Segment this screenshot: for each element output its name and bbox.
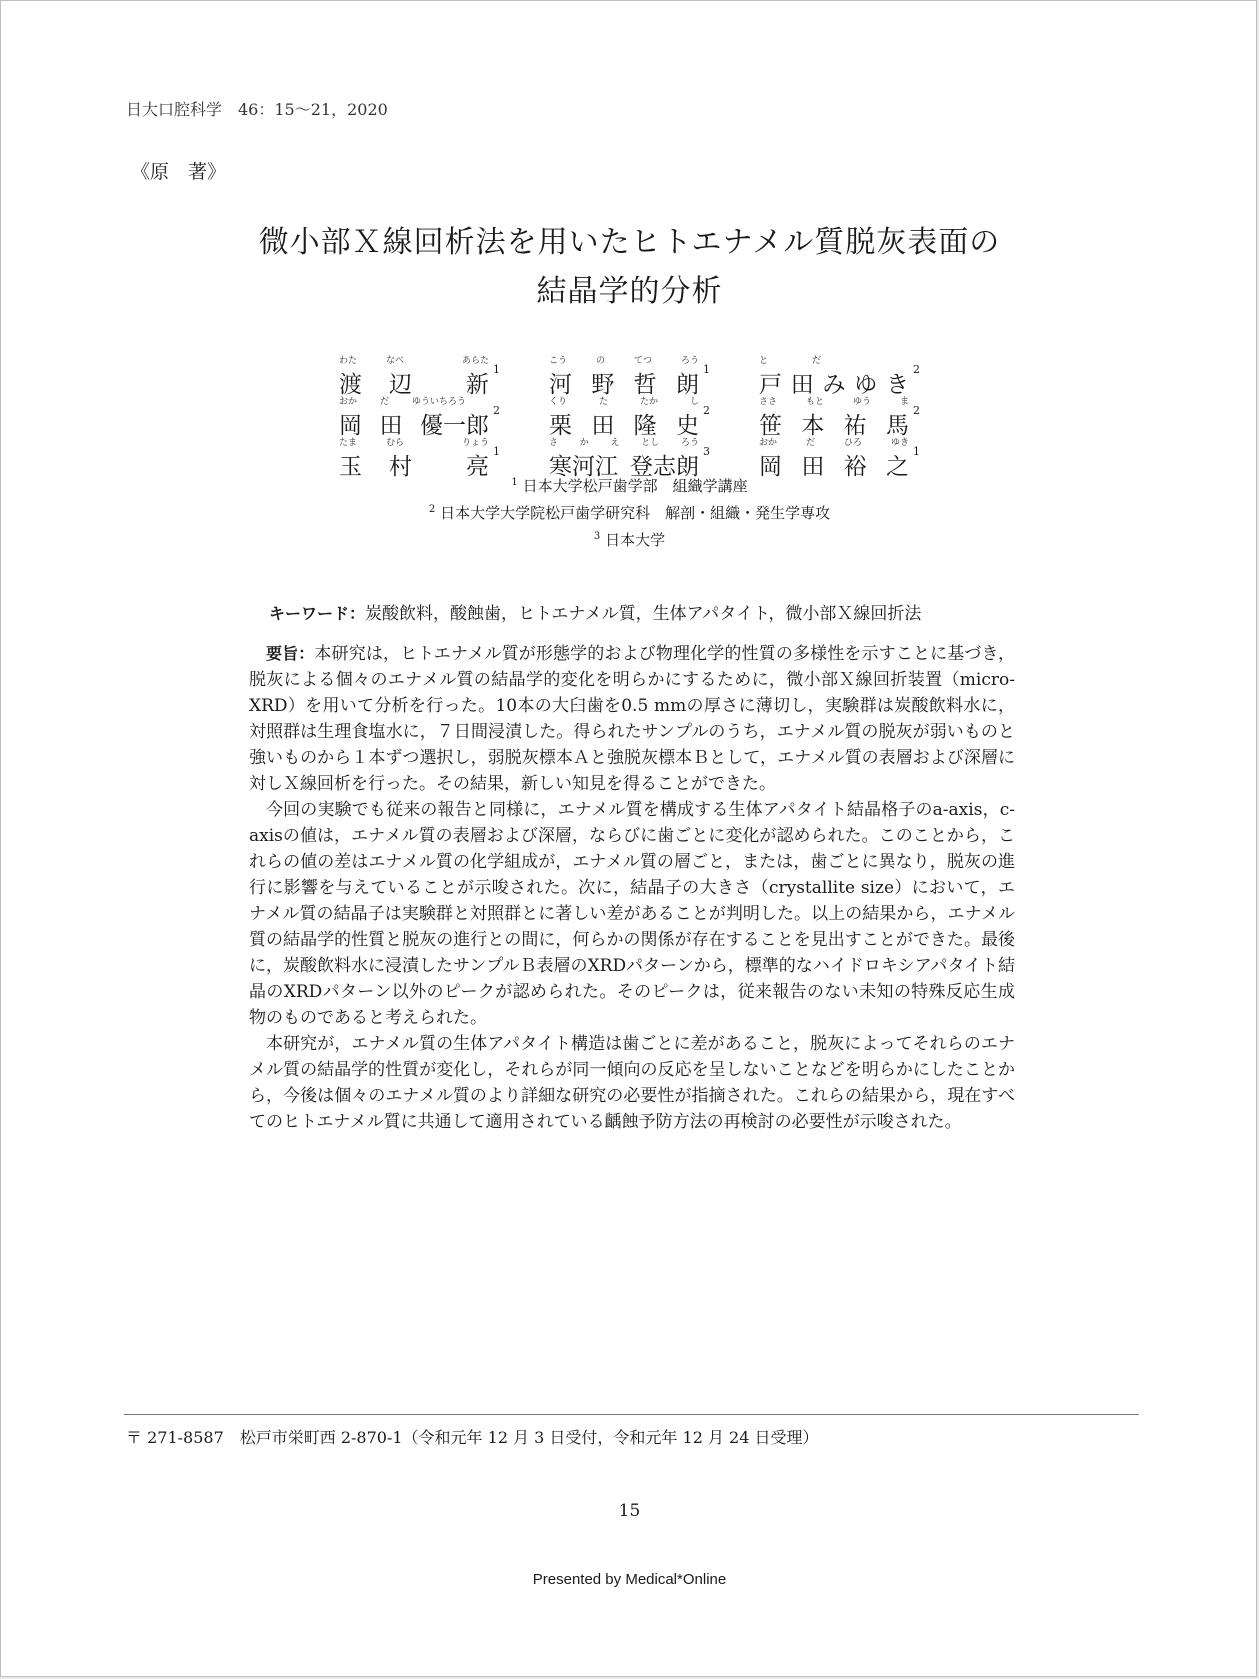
article-category: 《原 著》	[131, 161, 227, 183]
footer-rule	[124, 1414, 1139, 1415]
author	[759, 394, 927, 438]
keywords-text: 炭酸飲料，酸蝕歯，ヒトエナメル質，生体アパタイト，微小部Ｘ線回折法	[365, 604, 922, 624]
abstract	[249, 641, 1015, 1135]
journal-citation: 日大口腔科学 46：15～21，2020	[126, 100, 388, 119]
author-name: 岡 田 裕 之	[759, 454, 909, 480]
author-name: 笹 本 祐 馬	[759, 413, 909, 439]
affiliation-3: $^3$ 日本大学	[593, 531, 666, 549]
author	[339, 353, 507, 397]
author-name: 戸 田 み ゆ き	[759, 372, 909, 398]
author-affiliation-number: 3	[703, 445, 710, 458]
author-ruby: くり た たか し	[549, 397, 699, 407]
author-name: 栗 田 隆 史	[549, 413, 699, 439]
keywords-label: キーワード：	[269, 604, 366, 623]
author-name: 岡 田 優一郎	[339, 413, 489, 439]
keywords	[269, 599, 921, 624]
author	[549, 394, 717, 438]
abstract-label: 要旨：	[266, 644, 315, 663]
author-affiliation-number: 1	[703, 363, 710, 376]
author	[339, 435, 507, 479]
author-affiliation-number: 2	[913, 404, 920, 417]
author-ruby: おか だ ゆういちろう	[339, 397, 467, 407]
author-ruby: おか だ ひろ ゆき	[759, 438, 909, 448]
author-name: 寒河江 登志朗	[549, 454, 699, 480]
author-name: 河 野 哲 朗	[549, 372, 699, 398]
abstract-paragraph-3: 本研究が，エナメル質の生体アパタイト構造は歯ごとに差があること，脱灰によってそれらのエナメル質の結晶学的性質が変化し，それらが同一傾向の反応を呈しないことなどを明らかにしたことから，今後は個々のエナメル質のより詳細な研究の必要性が指摘された。これらの結果から，現在すべてのヒトエナメル質に共通して適用されている齲蝕予防方法の再検討の必要性が示唆された。	[249, 1034, 1015, 1132]
author-affiliation-number: 1	[913, 445, 920, 458]
abstract-paragraph-2: 今回の実験でも従来の報告と同様に，エナメル質を構成する生体アパタイト結晶格子のa-axis，c-axisの値は，エナメル質の表層および深層，ならびに歯ごとに変化が認められた。このことから，これらの値の差はエナメル質の化学組成が，エナメル質の層ごと，または，歯ごとに異なり，脱灰の進行に影響を与えていることが示唆された。次に，結晶子の大きさ（crystallite size）において，エナメル質の結晶子は実験群と対照群とに著しい差があることが判明した。以上の結果から，エナメル質の結晶学的性質と脱灰の進行との間に，何らかの関係が存在することを見出すことができた。最後に，炭酸飲料水に浸漬したサンプルＢ表層のXRDパターンから，標準的なハイドロキシアパタイト結晶のXRDパターン以外のピークが認められた。そのピークは，従来報告のない未知の特殊反応生成物のものであると考えられた。	[249, 800, 1015, 1028]
author	[339, 394, 507, 438]
abstract-paragraph-1: 要旨：本研究は，ヒトエナメル質が形態学的および物理化学的性質の多様性を示すことに基づき，脱灰による個々のエナメル質の結晶学的変化を明らかにするために，微小部Ｘ線回折装置（micro-XRD）を用いて分析を行った。10本の大臼歯を0.5 mmの厚さに薄切し，実験群は炭酸飲料水に，対照群は生理食塩水に，７日間浸漬した。得られたサンプルのうち，エナメル質の脱灰が弱いものと強いものから１本ずつ選択し，弱脱灰標本Ａと強脱灰標本Ｂとして，エナメル質の表層および深層に対しＸ線回析を行った。その結果，新しい知見を得ることができた。	[249, 644, 1015, 794]
author	[549, 353, 717, 397]
author-ruby: ささ もと ゆう ま	[759, 397, 909, 407]
correspondence-address: 〒 271-8587 松戸市栄町西 2-870-1（令和元年 12 月 3 日受付，令和元年 12 月 24 日受理）	[126, 1428, 819, 1447]
article-title-line-1: 微小部Ｘ線回析法を用いたヒトエナメル質脱灰表面の	[258, 225, 1001, 260]
author	[759, 435, 927, 479]
author-ruby: と だ	[759, 356, 822, 366]
author-affiliation-number: 2	[493, 404, 500, 417]
page-number: 15	[618, 1501, 641, 1521]
author-ruby: こう の てつ ろう	[549, 356, 699, 366]
affiliation-1: $^1$ 日本大学松戸歯学部 組織学講座	[511, 477, 748, 495]
author-affiliation-number: 2	[913, 363, 920, 376]
author-name: 渡 辺 新	[339, 372, 489, 398]
author-ruby: たま むら りょう	[339, 438, 489, 448]
author-name: 玉 村 亮	[339, 454, 489, 480]
author-affiliation-number: 1	[493, 363, 500, 376]
presented-by: Presented by Medical*Online	[532, 1571, 727, 1588]
author	[759, 353, 927, 397]
article-title-line-2: 結晶学的分析	[536, 274, 723, 309]
affiliation-2: $^2$ 日本大学大学院松戸歯学研究科 解剖・組織・発生学専攻	[428, 504, 831, 522]
author-affiliation-number: 1	[493, 445, 500, 458]
author-ruby: わた なべ あらた	[339, 356, 489, 366]
author-ruby: さ か え とし ろう	[549, 438, 699, 448]
author-affiliation-number: 2	[703, 404, 710, 417]
author	[549, 435, 717, 479]
